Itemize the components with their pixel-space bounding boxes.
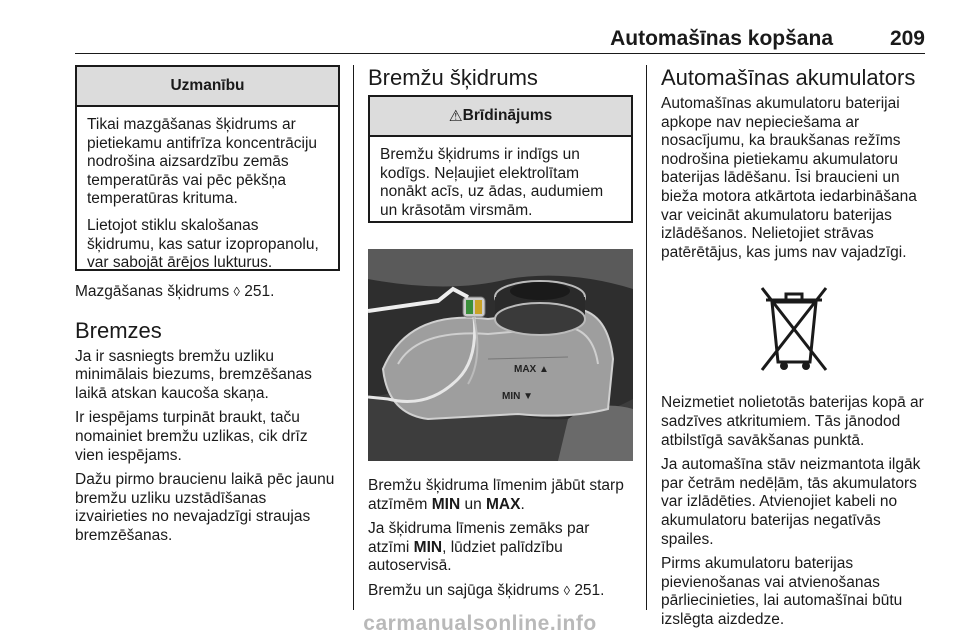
min-mark-2: MIN [413,538,443,556]
brake-fluid-level-text: Bremžu šķidruma līmenim jābūt starp atzīmēm MIN un MAX. [368,477,624,513]
battery-text-4: Pirms akumulatoru baterijas pievienošanas vai atvienošanas pārliecinieties, lai automašīnai būtu izslēgta aizdedze. [661,555,903,628]
warning-triangle-icon: ⚠ [448,107,463,125]
watermark: carmanualsonline.info [363,612,597,635]
photo-max-label: MAX ▲ [514,364,549,375]
page-title: Automašīnas kopšana [610,27,833,50]
caution-box [75,65,340,271]
warning-title: Brīdinājums [462,107,553,124]
brakes-text-2: Ir iespējams turpināt braukt, taču nomainiet bremžu uzlikas, cik drīz vien iespējams. [75,409,308,464]
column-divider-1 [353,65,354,610]
page-header [75,27,925,53]
brake-clutch-fluid-reference: Bremžu un sajūga šķidrums ◊ 251. [368,581,605,599]
min-mark: MIN [431,495,461,513]
page-ref-arrow-icon: ◊ [563,582,570,598]
column-divider-2 [646,65,647,610]
battery-heading: Automašīnas akumulators [661,65,916,90]
brake-fluid-low-text: Ja šķidruma līmenis zemāks par atzīmi MIN, lūdziet palīdzību autoservisā. [368,520,590,575]
header-rule [75,53,925,54]
washer-fluid-reference: Mazgāšanas šķidrums ◊ 251. [75,283,275,300]
brake-fluid-reservoir-photo [368,249,633,461]
warning-text: Bremžu šķidrums ir indīgs un kodīgs. Neļaujiet elektrolītam nonākt acīs, uz ādas, audumiem un krāsotām virsmām. [380,146,604,219]
washer-ref-page[interactable]: 251. [244,283,275,300]
brakes-heading: Bremzes [75,317,162,343]
warning-title-bar [370,97,631,137]
caution-text-2: Lietojot stiklu skalošanas šķidrumu, kas satur izopropanolu, var sabojāt ārējos lukturus. [87,216,319,272]
brake-fluid-heading: Bremžu šķidrums [368,65,538,90]
page-ref-arrow-icon: ◊ [233,284,240,299]
column-3 [661,65,927,635]
brakes-text-3: Dažu pirmo braucienu laikā pēc jaunu bremžu uzliku uzstādīšanas izvairieties no nevajadzīgi straujas bremzēšanas. [75,471,335,544]
battery-text-3: Ja automašīna stāv neizmantota ilgāk par četrām nedēļām, tās akumulators var izlādēties. Atvienojiet kabeli no akumulatoru baterijas negatīvās spailes. [661,456,921,548]
caution-text-1: Tikai mazgāšanas šķidrums ar pietiekamu antifrīza koncentrāciju nodrošina aizsardzību zemās temperatūrās vai pēc pēkšņa temperatūras krituma. [87,116,318,208]
photo-min-label: MIN ▼ [502,391,534,402]
battery-text-1: Automašīnas akumulatoru baterijai apkope nav nepieciešama ar nosacījumu, ka braukšanas režīms nodrošina pietiekamu akumulatoru baterijas lādēšanu. Īsi braucieni un bieža motora atkārtota iedarbināšana var veicināt akumulatoru baterijas izlādēšanos. Nelietojiet strāvas patērētājus, kas jums nav vajadzīgi. [661,95,917,261]
brake-ref-page[interactable]: 251. [574,581,605,599]
battery-text-2: Neizmetiet nolietotās baterijas kopā ar sadzīves atkritumiem. Tās jānodod atbilstīgā savākšanas punktā. [661,394,924,449]
crossed-out-bin-icon [754,276,834,376]
warning-box [368,95,633,223]
brakes-text-1: Ja ir sasniegts bremžu uzliku minimālais biezums, bremzēšanas laikā atskan kaucoša skaņa. [75,347,312,402]
page-number: 209 [889,27,925,50]
column-1 [75,65,340,552]
column-2 [368,65,633,607]
caution-title: Uzmanību [77,67,338,107]
max-mark: MAX [486,495,521,513]
